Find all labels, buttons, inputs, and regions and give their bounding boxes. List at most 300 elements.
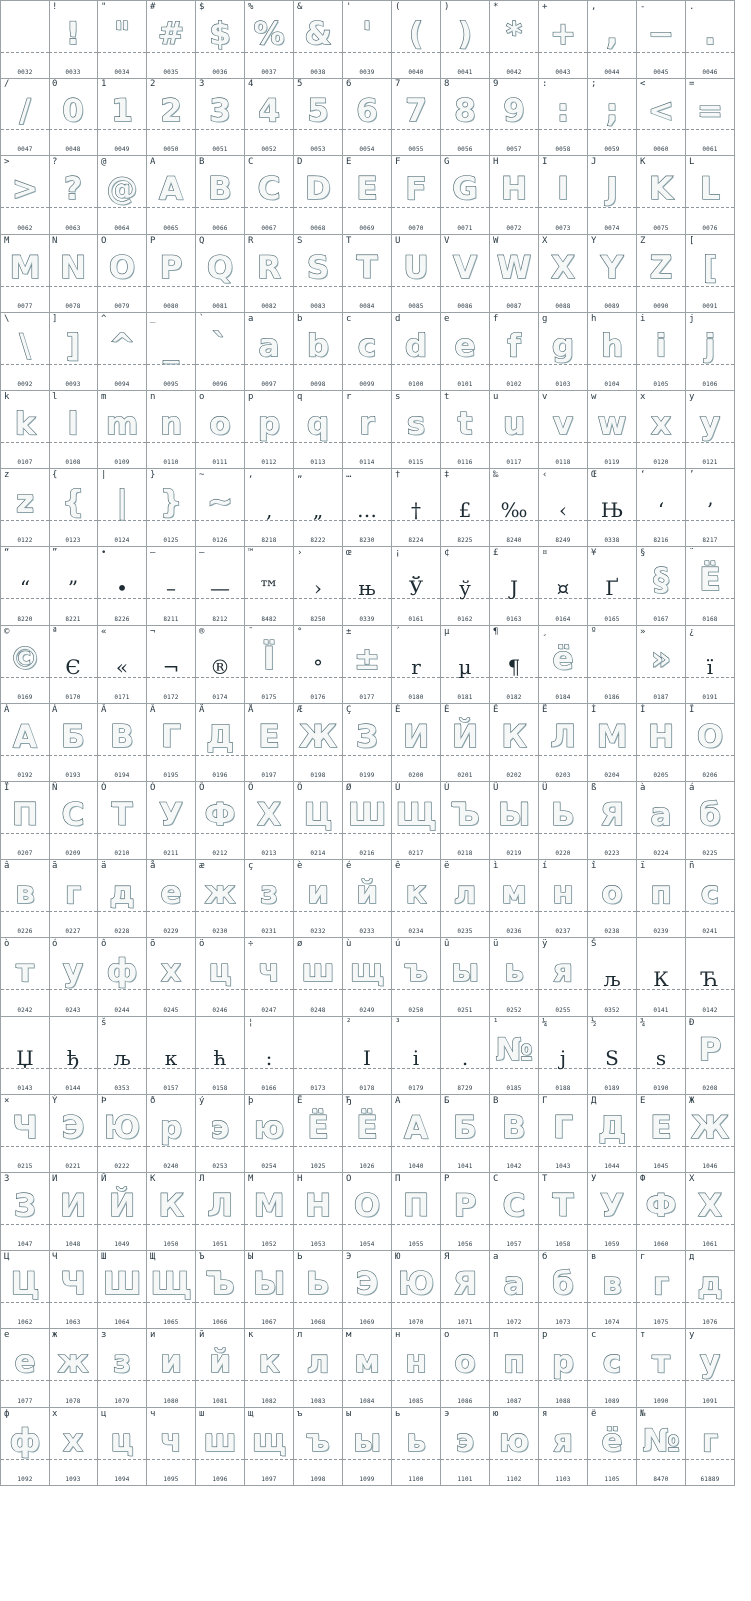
- glyph-sample: г: [701, 1422, 719, 1459]
- cell-char-label: à: [640, 783, 646, 793]
- glyph-cell: [147, 1408, 196, 1486]
- glyph-sample: и: [307, 875, 329, 912]
- cell-char-label: Û: [493, 783, 499, 793]
- glyph-cell: [147, 1329, 196, 1407]
- cell-char-label: j: [689, 313, 695, 324]
- cell-char-label: ý: [199, 1095, 205, 1106]
- cell-code: 0089: [604, 302, 620, 310]
- cell-char-label: ю: [493, 1408, 499, 1419]
- cell-code: 0143: [17, 1084, 33, 1092]
- glyph-cell: [245, 1329, 294, 1407]
- cell-char-label: x: [640, 392, 646, 402]
- cell-char-label: k: [4, 392, 10, 402]
- glyph-cell: [294, 1329, 343, 1407]
- glyph-sample: Ж: [691, 1109, 729, 1146]
- cell-code: 0079: [114, 302, 130, 310]
- glyph-sample: “: [19, 576, 31, 601]
- glyph-sample: 1: [111, 93, 133, 130]
- glyph-cell: [245, 782, 294, 860]
- cell-code: 1087: [506, 1397, 522, 1405]
- cell-char-label: ,: [591, 2, 597, 12]
- cell-code: 0090: [653, 302, 669, 310]
- glyph-cell: [441, 0, 490, 79]
- cell-char-label: Ý: [52, 1095, 58, 1106]
- cell-char-label: А: [395, 1095, 401, 1106]
- cell-code: 0220: [555, 850, 571, 858]
- glyph-sample: м: [501, 875, 527, 912]
- cell-char-label: ': [346, 2, 352, 12]
- glyph-cell: [49, 1329, 98, 1407]
- glyph-sample: л: [453, 875, 477, 912]
- cell-code: 1044: [604, 1162, 620, 1170]
- cell-code: 1072: [506, 1319, 522, 1327]
- cell-char-label: Л: [199, 1174, 205, 1184]
- cell-char-label: с: [591, 1330, 597, 1341]
- cell-code: 1066: [212, 1319, 228, 1327]
- glyph-sample: S: [605, 1045, 619, 1070]
- glyph-sample: B: [208, 171, 232, 208]
- cell-code: 0058: [555, 146, 571, 154]
- glyph-cell: [98, 1251, 147, 1329]
- glyph-sample: Є: [65, 654, 81, 679]
- cell-char-label: й: [199, 1330, 205, 1341]
- cell-char-label: c: [346, 313, 352, 324]
- cell-code: 0107: [17, 459, 33, 467]
- glyph-cell: [490, 1095, 539, 1173]
- cell-code: 1090: [653, 1397, 669, 1405]
- glyph-sample: 8: [454, 93, 476, 130]
- cell-code: 0216: [359, 850, 375, 858]
- cell-char-label: ç: [248, 861, 254, 872]
- cell-char-label: Ñ: [52, 783, 58, 793]
- glyph-cell: [245, 235, 294, 313]
- cell-char-label: —: [199, 548, 205, 559]
- cell-code: 0169: [17, 693, 33, 701]
- glyph-sample: я: [553, 953, 573, 990]
- cell-code: 1084: [359, 1397, 375, 1405]
- glyph-cell: [686, 704, 735, 782]
- glyph-sample: –: [166, 576, 176, 601]
- glyph-sample: }: [159, 484, 183, 521]
- cell-char-label: Ђ: [346, 1095, 352, 1106]
- cell-code: 1083: [310, 1397, 326, 1405]
- cell-char-label: Я: [444, 1252, 450, 1263]
- glyph-cell: [490, 313, 539, 391]
- cell-char-label: Ь: [297, 1252, 303, 1263]
- cell-char-label: а: [493, 1252, 499, 1263]
- glyph-sample: О: [353, 1188, 381, 1224]
- glyph-cell: [441, 1095, 490, 1173]
- glyph-sample: к: [164, 1045, 178, 1070]
- cell-code: 0064: [114, 224, 130, 232]
- glyph-cell: [539, 547, 588, 625]
- glyph-cell: [441, 547, 490, 625]
- glyph-sample: V: [453, 249, 477, 286]
- cell-char-label: ц: [101, 1408, 107, 1419]
- glyph-cell: [441, 938, 490, 1016]
- glyph-sample: P: [159, 249, 183, 286]
- glyph-sample: э: [455, 1422, 475, 1459]
- cell-char-label: }: [150, 470, 156, 481]
- cell-code: 0186: [604, 693, 620, 701]
- glyph-cell: [441, 860, 490, 938]
- glyph-cell: [147, 1017, 196, 1095]
- cell-char-label: Ï: [4, 783, 10, 793]
- cell-char-label: ÷: [248, 939, 254, 950]
- cell-char-label: á: [689, 783, 695, 793]
- glyph-sample: з: [112, 1344, 131, 1381]
- glyph-cell: [686, 78, 735, 156]
- glyph-cell: [539, 313, 588, 391]
- cell-code: 0238: [604, 928, 620, 936]
- glyph-cell: [294, 1173, 343, 1251]
- cell-code: 0247: [261, 1006, 277, 1014]
- cell-code: 0164: [555, 615, 571, 623]
- glyph-cell: [637, 313, 686, 391]
- glyph-cell: [49, 156, 98, 234]
- cell-char-label: œ: [346, 548, 352, 559]
- cell-code: 0048: [65, 146, 81, 154]
- glyph-cell: [0, 1251, 50, 1329]
- cell-char-label: ±: [346, 626, 352, 637]
- glyph-cell: [686, 1017, 735, 1095]
- cell-code: 0141: [653, 1006, 669, 1014]
- cell-code: 0161: [408, 615, 424, 623]
- glyph-sample: В: [502, 1109, 526, 1146]
- glyph-cell: [588, 938, 637, 1016]
- cell-char-label: v: [542, 392, 548, 402]
- cell-code: 1052: [261, 1241, 277, 1249]
- cell-char-label: d: [395, 313, 401, 324]
- glyph-cell: [0, 1095, 50, 1173]
- glyph-sample: С: [61, 797, 85, 833]
- cell-char-label: ã: [52, 861, 58, 872]
- glyph-cell: [490, 1329, 539, 1407]
- cell-char-label: ]: [52, 313, 58, 324]
- glyph-cell: [245, 469, 294, 547]
- glyph-cell: [490, 469, 539, 547]
- glyph-cell: [441, 1408, 490, 1486]
- glyph-sample: C: [257, 171, 281, 208]
- glyph-cell: [147, 547, 196, 625]
- glyph-cell: [637, 1251, 686, 1329]
- glyph-cell: [245, 391, 294, 469]
- glyph-cell: [0, 626, 50, 704]
- glyph-cell: [392, 0, 441, 79]
- glyph-sample: Ы: [497, 797, 531, 833]
- glyph-cell: [686, 1408, 735, 1486]
- glyph-cell: [588, 1408, 637, 1486]
- glyph-cell: [392, 391, 441, 469]
- glyph-cell: [441, 156, 490, 234]
- cell-code: 0223: [604, 850, 620, 858]
- glyph-cell: [0, 547, 50, 625]
- cell-char-label: †: [395, 470, 401, 481]
- cell-char-label: №: [640, 1408, 646, 1419]
- cell-char-label: m: [101, 392, 107, 402]
- cell-char-label: °: [297, 626, 303, 637]
- cell-char-label: E: [346, 157, 352, 168]
- glyph-cell: [343, 313, 392, 391]
- cell-code: 0215: [17, 1162, 33, 1170]
- cell-code: 0039: [359, 69, 375, 77]
- cell-code: 0082: [261, 302, 277, 310]
- cell-code: 0230: [212, 928, 228, 936]
- cell-code: 0063: [65, 224, 81, 232]
- glyph-cell: [49, 391, 98, 469]
- cell-char-label: .: [689, 2, 695, 12]
- glyph-sample: J: [509, 576, 519, 601]
- cell-char-label: Ъ: [199, 1252, 205, 1263]
- glyph-cell: [245, 156, 294, 234]
- glyph-sample: L: [700, 171, 720, 208]
- cell-code: 0122: [17, 537, 33, 545]
- cell-code: 0234: [408, 928, 424, 936]
- glyph-sample: ц: [208, 953, 232, 990]
- glyph-cell: [98, 782, 147, 860]
- glyph-cell: [490, 704, 539, 782]
- cell-code: 0171: [114, 693, 130, 701]
- glyph-cell: [196, 235, 245, 313]
- cell-char-label: Â: [101, 704, 107, 715]
- glyph-sample: ?: [64, 171, 82, 208]
- glyph-cell: [49, 1408, 98, 1486]
- glyph-sample: Ґ: [605, 576, 619, 601]
- glyph-cell: [245, 704, 294, 782]
- cell-char-label: Z: [640, 235, 646, 246]
- cell-code: 1088: [555, 1397, 571, 1405]
- cell-char-label: À: [4, 704, 10, 715]
- glyph-cell: [343, 156, 392, 234]
- cell-code: 1062: [17, 1319, 33, 1327]
- cell-char-label: |: [101, 470, 107, 481]
- cell-code: 1057: [506, 1241, 522, 1249]
- glyph-sample: У: [600, 1188, 624, 1224]
- glyph-sample: 6: [356, 93, 378, 130]
- glyph-sample: р: [159, 1109, 183, 1146]
- glyph-cell: [637, 1329, 686, 1407]
- glyph-cell: [49, 469, 98, 547]
- cell-code: 0038: [310, 69, 326, 77]
- glyph-sample: ф: [9, 1422, 41, 1459]
- cell-char-label: :: [542, 79, 548, 90]
- cell-code: 8224: [408, 537, 424, 545]
- cell-char-label: ‹: [542, 470, 548, 481]
- glyph-cell: [686, 547, 735, 625]
- glyph-cell: [343, 782, 392, 860]
- cell-char-label: ": [101, 2, 107, 12]
- glyph-cell: [294, 78, 343, 156]
- glyph-sample: Ь: [551, 797, 575, 833]
- glyph-cell: [490, 938, 539, 1016]
- glyph-sample: a: [258, 327, 280, 364]
- cell-char-label: H: [493, 157, 499, 168]
- glyph-cell: [49, 1017, 98, 1095]
- glyph-sample: Ю: [103, 1109, 141, 1146]
- cell-code: 1026: [359, 1162, 375, 1170]
- glyph-cell: [490, 0, 539, 79]
- cell-code: 0062: [17, 224, 33, 232]
- cell-code: 1082: [261, 1397, 277, 1405]
- cell-code: 0176: [310, 693, 326, 701]
- cell-code: 0042: [506, 69, 522, 77]
- cell-char-label: Ó: [150, 783, 156, 793]
- cell-char-label: я: [542, 1408, 548, 1419]
- cell-code: 0095: [163, 380, 179, 388]
- cell-char-label: Щ: [150, 1252, 156, 1263]
- cell-char-label: д: [689, 1252, 695, 1263]
- glyph-cell: [392, 1095, 441, 1173]
- cell-char-label: ß: [591, 783, 597, 793]
- cell-char-label: –: [150, 548, 156, 559]
- cell-char-label: Õ: [248, 783, 254, 793]
- cell-code: 0088: [555, 302, 571, 310]
- glyph-cell: [343, 235, 392, 313]
- glyph-cell: [0, 156, 50, 234]
- cell-code: 0243: [65, 1006, 81, 1014]
- glyph-cell: [686, 156, 735, 234]
- cell-code: 0074: [604, 224, 620, 232]
- cell-code: 0116: [457, 459, 473, 467]
- glyph-sample: г: [64, 875, 82, 912]
- glyph-cell: [539, 938, 588, 1016]
- cell-code: 1041: [457, 1162, 473, 1170]
- glyph-sample: >: [12, 171, 38, 208]
- cell-code: 1050: [163, 1241, 179, 1249]
- glyph-sample: с: [602, 1344, 622, 1381]
- glyph-cell: [49, 235, 98, 313]
- cell-code: 0190: [653, 1084, 669, 1092]
- glyph-cell: [490, 1251, 539, 1329]
- cell-char-label: p: [248, 392, 254, 402]
- glyph-sample: ¤: [556, 576, 570, 601]
- glyph-cell: [343, 704, 392, 782]
- glyph-cell: [637, 156, 686, 234]
- glyph-sample: 0: [62, 93, 84, 130]
- cell-code: 1095: [163, 1475, 179, 1483]
- glyph-sample: ш: [301, 953, 335, 990]
- cell-char-label: ö: [199, 939, 205, 950]
- glyph-cell: [343, 391, 392, 469]
- cell-code: 0086: [457, 302, 473, 310]
- glyph-cell: [686, 391, 735, 469]
- glyph-sample: ь: [504, 953, 524, 990]
- cell-code: 0187: [653, 693, 669, 701]
- cell-char-label: Г: [542, 1095, 548, 1106]
- glyph-sample: ё: [601, 1422, 623, 1459]
- cell-char-label: h: [591, 313, 597, 324]
- glyph-cell: [490, 547, 539, 625]
- glyph-sample: (: [408, 16, 424, 52]
- cell-code: 0339: [359, 615, 375, 623]
- glyph-sample: П: [403, 1188, 429, 1224]
- glyph-sample: Ы: [252, 1266, 286, 1303]
- cell-code: 1089: [604, 1397, 620, 1405]
- glyph-cell: [392, 156, 441, 234]
- cell-code: 0032: [17, 69, 33, 77]
- cell-char-label: /: [4, 79, 10, 90]
- cell-char-label: О: [346, 1174, 352, 1184]
- glyph-cell: [392, 1173, 441, 1251]
- cell-code: 0097: [261, 380, 277, 388]
- cell-char-label: î: [591, 861, 597, 872]
- cell-char-label: П: [395, 1174, 401, 1184]
- cell-char-label: §: [640, 548, 646, 559]
- cell-char-label: Ù: [395, 783, 401, 793]
- cell-char-label: ¡: [395, 548, 401, 559]
- cell-char-label: ò: [4, 939, 10, 950]
- glyph-cell: [441, 782, 490, 860]
- glyph-cell: [490, 860, 539, 938]
- cell-code: 0217: [408, 850, 424, 858]
- glyph-sample: †: [411, 498, 421, 523]
- glyph-sample: и: [160, 1344, 182, 1381]
- cell-char-label: O: [101, 235, 107, 246]
- glyph-sample: а: [650, 797, 672, 833]
- cell-char-label: 3: [199, 79, 205, 90]
- cell-char-label: t: [444, 392, 450, 402]
- cell-code: 0045: [653, 69, 669, 77]
- cell-code: 0099: [359, 380, 375, 388]
- glyph-cell: [98, 938, 147, 1016]
- glyph-sample: d: [404, 327, 428, 364]
- glyph-cell: [539, 78, 588, 156]
- cell-code: 8230: [359, 537, 375, 545]
- glyph-sample: „: [312, 498, 324, 523]
- glyph-cell: [588, 1251, 637, 1329]
- cell-code: 0080: [163, 302, 179, 310]
- cell-code: 0085: [408, 302, 424, 310]
- cell-code: 0037: [261, 69, 277, 77]
- cell-code: 0075: [653, 224, 669, 232]
- glyph-cell: [441, 1173, 490, 1251]
- glyph-cell: [441, 313, 490, 391]
- cell-code: 0047: [17, 146, 33, 154]
- cell-code: 1049: [114, 1241, 130, 1249]
- glyph-sample: у: [699, 1344, 721, 1381]
- glyph-sample: в: [602, 1266, 622, 1303]
- glyph-cell: [0, 704, 50, 782]
- glyph-sample: ;: [605, 93, 619, 130]
- cell-code: 0125: [163, 537, 179, 545]
- cell-char-label: L: [689, 157, 695, 168]
- cell-code: 0222: [114, 1162, 130, 1170]
- cell-char-label: þ: [248, 1095, 254, 1106]
- cell-code: 8217: [702, 537, 718, 545]
- cell-code: 0087: [506, 302, 522, 310]
- cell-code: 0199: [359, 771, 375, 779]
- glyph-cell: [196, 156, 245, 234]
- cell-code: 0078: [65, 302, 81, 310]
- cell-char-label: ь: [395, 1408, 401, 1419]
- cell-code: 0109: [114, 459, 130, 467]
- glyph-cell: [196, 626, 245, 704]
- cell-char-label: V: [444, 235, 450, 246]
- cell-code: 0168: [702, 615, 718, 623]
- glyph-sample: [1, 13, 49, 55]
- glyph-sample: љ: [113, 1045, 131, 1070]
- glyph-sample: W: [496, 249, 532, 286]
- glyph-cell: [294, 704, 343, 782]
- glyph-cell: [98, 391, 147, 469]
- glyph-cell: [686, 860, 735, 938]
- cell-code: 0204: [604, 771, 620, 779]
- glyph-cell: [490, 391, 539, 469]
- cell-code: 1097: [261, 1475, 277, 1483]
- cell-char-label: Ü: [542, 783, 548, 793]
- glyph-cell: [196, 391, 245, 469]
- cell-char-label: »: [640, 626, 646, 637]
